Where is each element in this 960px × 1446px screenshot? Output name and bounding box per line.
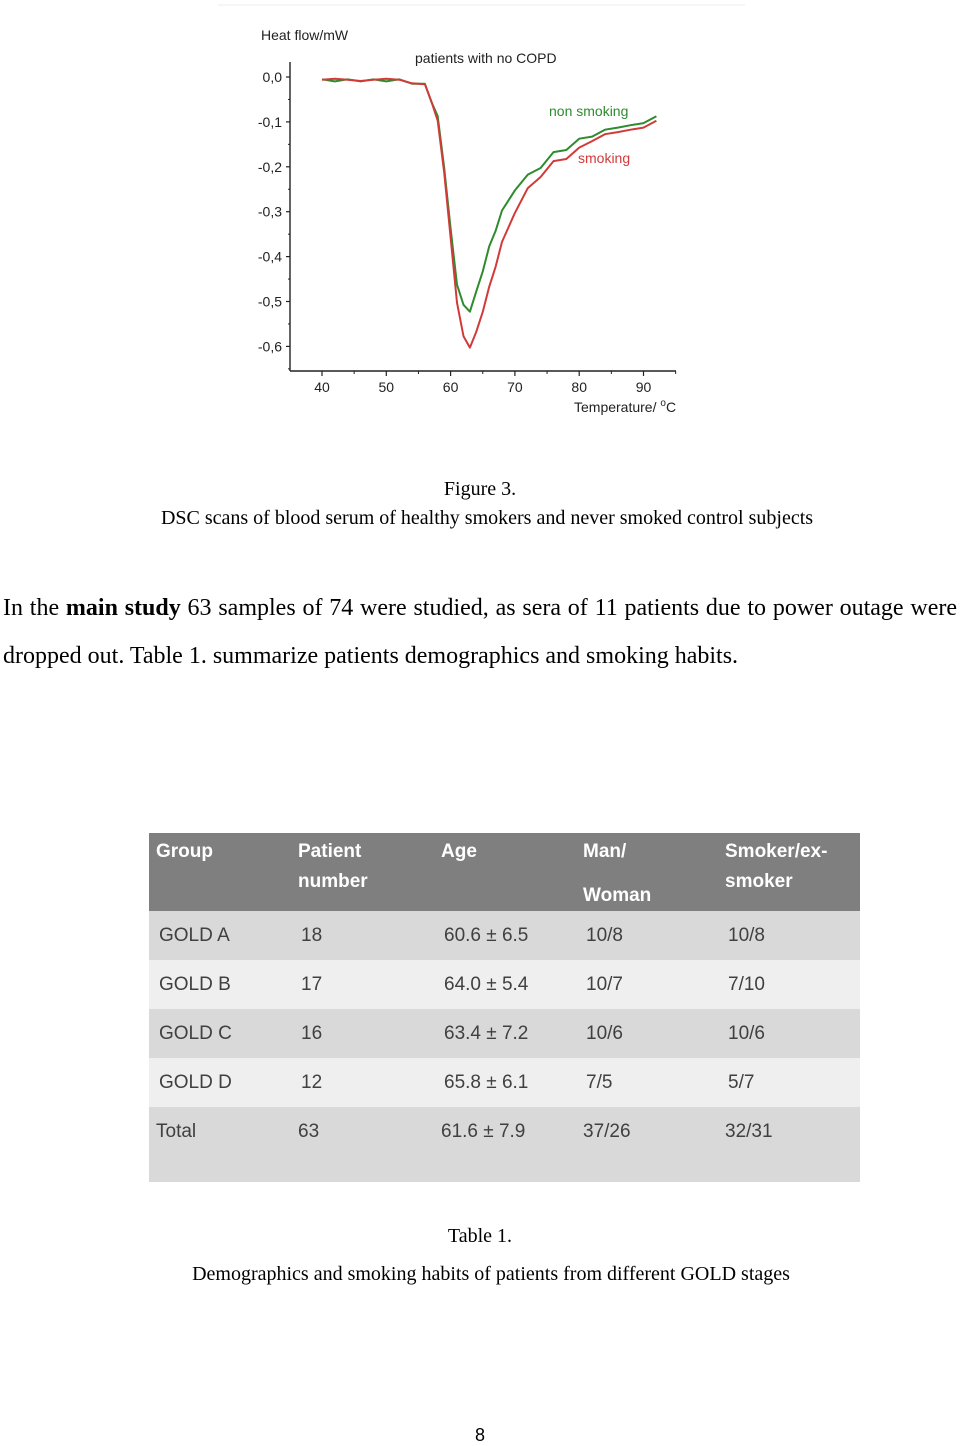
- cell-smoker: 10/6: [718, 1009, 860, 1058]
- cell-age: 64.0 ± 5.4: [434, 960, 576, 1009]
- cell-age: 65.8 ± 6.1: [434, 1058, 576, 1107]
- series-line-smoking: [322, 79, 656, 348]
- x-tick-label: 60: [442, 379, 459, 395]
- cell-man-woman: 37/26: [576, 1107, 718, 1156]
- cell-group: GOLD B: [149, 960, 291, 1009]
- cell-smoker: 5/7: [718, 1058, 860, 1107]
- header-patient-number: Patient number: [291, 833, 434, 911]
- body-text-post: 63 samples of 74 were studied, as sera of 11 patients due to power outage were dropped out. Table 1. summarize patients demographics and smoking habits.: [3, 595, 958, 669]
- x-axis-label: Temperature/ $^o$C: [574, 398, 677, 415]
- x-ticks: [314, 371, 675, 395]
- figure-label: Figure 3.: [443, 478, 517, 500]
- cell-man-woman: 10/6: [576, 1009, 718, 1058]
- x-tick-label: 70: [507, 379, 523, 395]
- header-woman: Woman: [583, 885, 652, 906]
- legend-non-smoking: non smoking: [549, 103, 629, 119]
- cell-man-woman: 10/8: [576, 911, 718, 960]
- cell-smoker: 10/8: [718, 911, 860, 960]
- table-header-row: [149, 833, 860, 911]
- x-tick-label: 40: [314, 379, 330, 395]
- y-tick-label: -0,4: [257, 248, 282, 265]
- cell-patient-number: 17: [291, 960, 434, 1009]
- y-tick-label: -0,6: [257, 338, 282, 355]
- cell-group: GOLD D: [149, 1058, 291, 1107]
- cell-group: GOLD C: [149, 1009, 291, 1058]
- body-text-pre: In the: [3, 595, 66, 621]
- demographics-table-container: [149, 833, 860, 1182]
- header-man: Man/: [583, 841, 627, 862]
- x-tick-label: 90: [635, 379, 652, 395]
- cell-patient-number: 18: [291, 911, 434, 960]
- y-tick-label: 0,0: [262, 69, 282, 85]
- y-axis-label: Heat flow/mW: [261, 27, 349, 43]
- x-tick-label: 50: [378, 379, 395, 395]
- y-tick-label: -0,1: [257, 113, 282, 130]
- y-tick-label: -0,3: [257, 203, 282, 220]
- table-label: Table 1.: [447, 1225, 513, 1247]
- y-ticks: [258, 69, 290, 369]
- cell-patient-number: 63: [291, 1107, 434, 1156]
- x-tick-label: 80: [571, 379, 587, 395]
- y-tick-label: -0,2: [257, 158, 282, 175]
- chart-title: patients with no COPD: [415, 50, 557, 66]
- header-group: Group: [149, 833, 291, 911]
- cell-age: 63.4 ± 7.2: [434, 1009, 576, 1058]
- header-age: Age: [434, 833, 576, 911]
- body-paragraph: [3, 584, 957, 680]
- table-row: [149, 911, 860, 960]
- cell-man-woman: 10/7: [576, 960, 718, 1009]
- cell-smoker: 7/10: [718, 960, 860, 1009]
- legend-smoking: smoking: [578, 150, 631, 166]
- demographics-table: [149, 833, 860, 1156]
- dsc-chart: [0, 0, 960, 430]
- cell-patient-number: 16: [291, 1009, 434, 1058]
- table-row: [149, 1009, 860, 1058]
- cell-group: GOLD A: [149, 911, 291, 960]
- page-number: 8: [474, 1425, 485, 1445]
- header-smoker: Smoker/ex-smoker: [718, 833, 860, 911]
- cell-patient-number: 12: [291, 1058, 434, 1107]
- cell-smoker: 32/31: [718, 1107, 860, 1156]
- figure-caption: DSC scans of blood serum of healthy smokers and never smoked control subjects: [160, 507, 814, 529]
- table-row: [149, 960, 860, 1009]
- table-row: [149, 1058, 860, 1107]
- table-caption: Demographics and smoking habits of patients from different GOLD stages: [192, 1263, 790, 1285]
- table-row-total: [149, 1107, 860, 1156]
- series-lines: [322, 79, 656, 348]
- cell-man-woman: 7/5: [576, 1058, 718, 1107]
- y-tick-label: -0,5: [257, 293, 282, 310]
- cell-group: Total: [149, 1107, 291, 1156]
- cell-age: 61.6 ± 7.9: [434, 1107, 576, 1156]
- cell-age: 60.6 ± 6.5: [434, 911, 576, 960]
- header-man-woman: [576, 833, 718, 911]
- body-text-bold: main study: [65, 595, 181, 621]
